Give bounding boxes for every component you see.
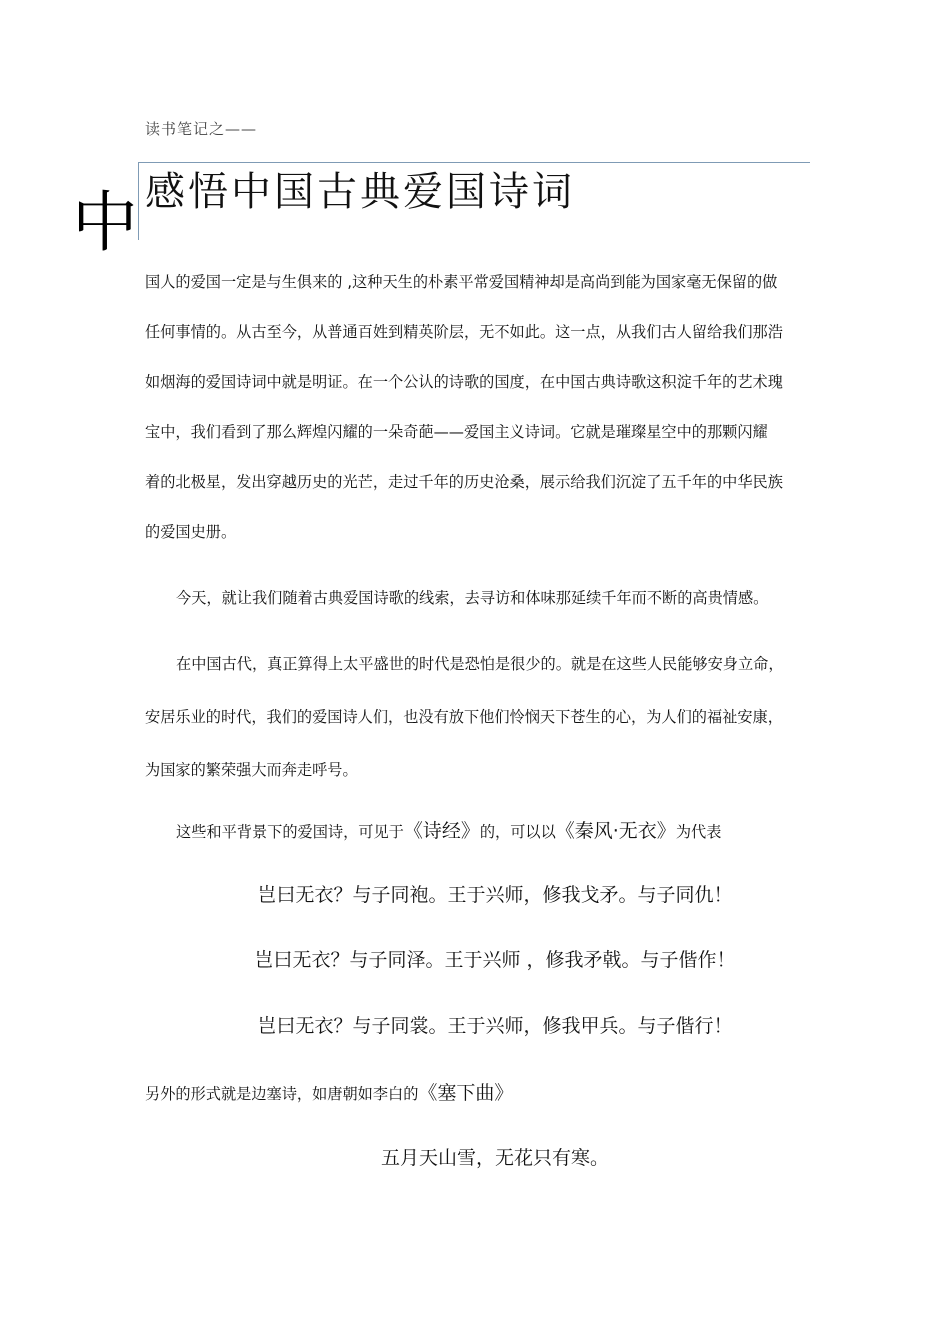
drop-cap: 中 [72, 184, 138, 261]
text-segment: 另外的形式就是边塞诗，如唐朝如李白的 [145, 1085, 419, 1103]
poem-line: 岂曰无衣？与子同泽。王于兴师 ，修我矛戟。与子偕作！ [254, 949, 736, 971]
text-segment: 为代表 [675, 823, 722, 841]
title-side-rule [138, 162, 139, 240]
paragraph-line: 国人的爱国一定是与生俱来的 ,这种天生的朴素平常爱国精神却是高尚到能为国家毫无保留的做 [145, 273, 778, 291]
paragraph-intro [145, 270, 811, 570]
series-subtitle: 读书笔记之—— [145, 120, 258, 138]
poem-line: 五月天山雪，无花只有寒。 [380, 1147, 609, 1169]
paragraph-line: 安居乐业的时代，我们的爱国诗人们，也没有放下他们怜悯天下苍生的心，为人们的福祉安康， [145, 708, 783, 726]
paragraph-line: 任何事情的。从古至今，从普通百姓到精英阶层，无不如此。这一点，从我们古人留给我们那浩 [145, 323, 783, 341]
book-title: 《秦风·无衣》 [555, 820, 676, 842]
page-title: 感悟中国古典爱国诗词 [145, 169, 575, 215]
paragraph-frontier [145, 1078, 513, 1105]
book-title: 《塞下曲》 [418, 1082, 514, 1104]
paragraph-today [145, 586, 811, 636]
poem-line: 岂曰无衣？与子同袍。王于兴师，修我戈矛。与子同仇！ [257, 884, 733, 906]
book-title: 《诗经》 [403, 820, 480, 842]
paragraph-line: 为国家的繁荣强大而奔走呼号。 [145, 761, 358, 779]
paragraph-line: 今天，就让我们随着古典爱国诗歌的线索，去寻访和体味那延续千年而不断的高贵情感。 [176, 589, 769, 607]
paragraph-ancient-times [145, 652, 811, 811]
poem-line: 岂曰无衣？与子同裳。王于兴师，修我甲兵。与子偕行！ [257, 1015, 733, 1037]
text-segment: 的，可以以 [479, 823, 556, 841]
paragraph-line: 的爱国史册。 [145, 523, 237, 541]
text-segment: 这些和平背景下的爱国诗，可见于 [176, 823, 404, 841]
paragraph-line: 如烟海的爱国诗词中就是明证。在一个公认的诗歌的国度，在中国古典诗歌这积淀千年的艺术瑰 [145, 373, 783, 391]
paragraph-line: 在中国古代，真正算得上太平盛世的时代是恐怕是很少的。就是在这些人民能够安身立命， [176, 655, 784, 673]
paragraph-shijing [145, 816, 721, 843]
paragraph-line: 宝中，我们看到了那么辉煌闪耀的一朵奇葩——爱国主义诗词。它就是璀璨星空中的那颗闪耀 [145, 423, 768, 441]
paragraph-line: 着的北极星，发出穿越历史的光芒，走过千年的历史沧桑，展示给我们沉淀了五千年的中华民族 [145, 473, 783, 491]
